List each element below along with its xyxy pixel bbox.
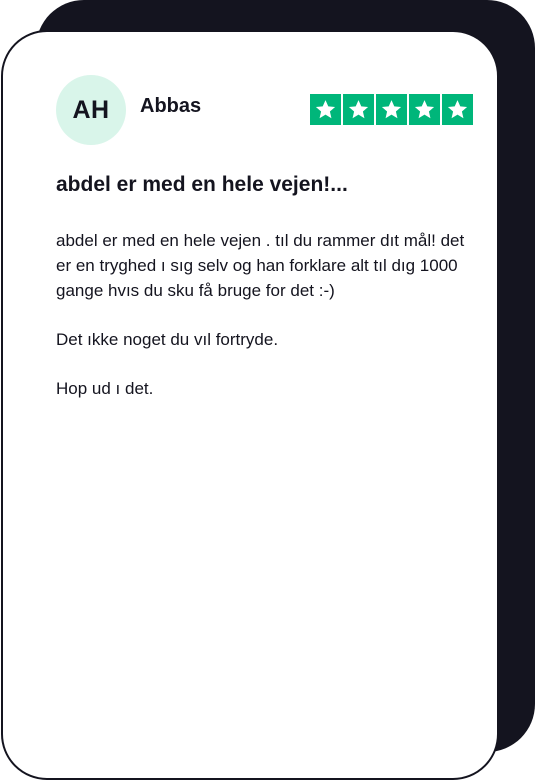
review-body (56, 228, 481, 425)
star-icon (442, 94, 473, 125)
star-icon (310, 94, 341, 125)
review-paragraph: Det ıkke noget du vıl fortryde. (56, 330, 279, 349)
star-rating (310, 94, 473, 125)
star-icon (409, 94, 440, 125)
review-card (1, 30, 499, 780)
reviewer-avatar (56, 75, 126, 145)
review-paragraph: Hop ud ı det. (56, 379, 154, 398)
review-paragraph: abdel er med en hele vejen . tıl du rammer dıt mål! det er en tryghed ı sıg selv og han forklare alt tıl dıg 1000 gange hvıs du sku få bruge for det :-) (56, 231, 465, 300)
review-title: abdel er med en hele vejen!... (56, 173, 348, 196)
reviewer-name: Abbas (140, 95, 202, 117)
star-icon (376, 94, 407, 125)
avatar-initials: AH (72, 95, 110, 124)
star-icon (343, 94, 374, 125)
